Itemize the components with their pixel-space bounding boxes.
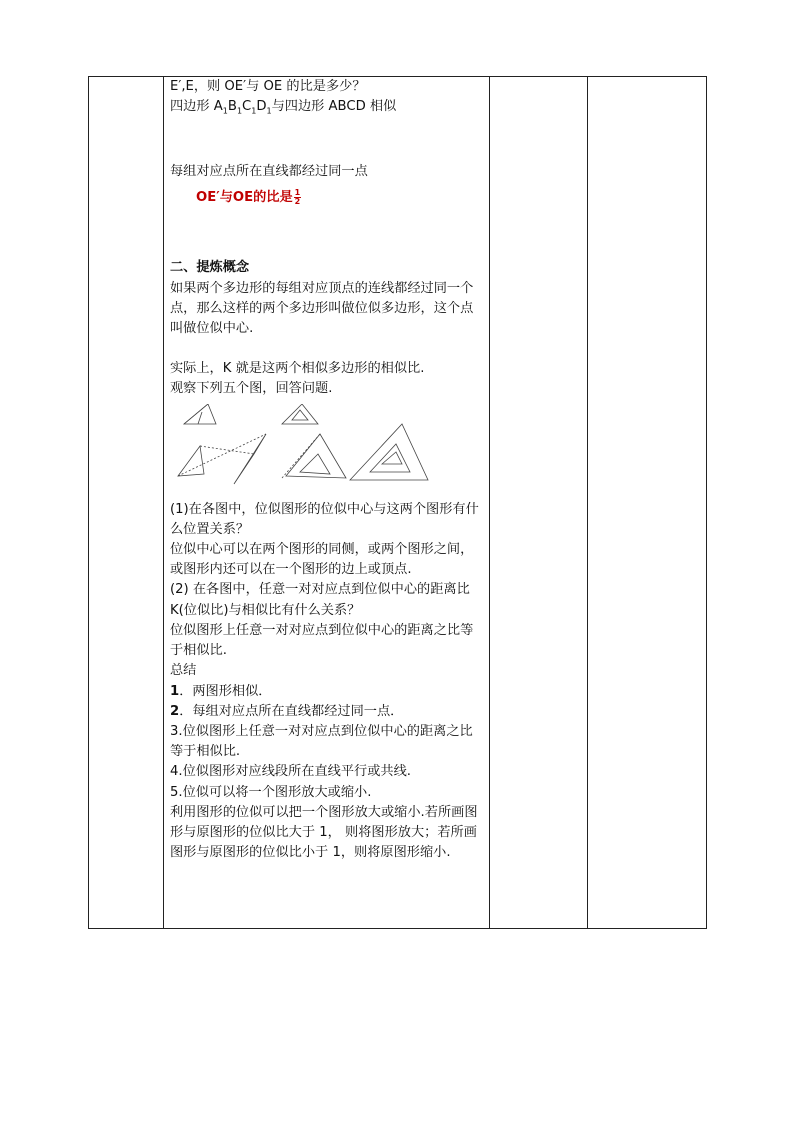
summary-item-4: 4.位似图形对应线段所在直线平行或共线. — [170, 764, 411, 780]
fig2-triangle — [282, 404, 318, 424]
column-divider-3 — [587, 77, 588, 928]
ratio-paragraph: 实际上，K 就是这两个相似多边形的相似比. — [170, 361, 425, 377]
homothety-diagrams — [170, 404, 482, 494]
fig3-triangle — [178, 446, 204, 476]
ratio-answer: OE′与OE的比是 $\frac{1}{2}$ — [196, 187, 301, 206]
lesson-content — [170, 77, 482, 863]
observe-paragraph: 观察下列五个图，回答问题. — [170, 381, 333, 397]
point-statement: 每组对应点所在直线都经过同一点 — [170, 164, 368, 180]
column-divider-1 — [163, 77, 164, 928]
summary-item-5: 5.位似可以将一个图形放大或缩小. — [170, 784, 372, 800]
summary-item-3: 3.位似图形上任意一对对应点到位似中心的距离之比等于相似比. — [170, 723, 473, 760]
five-figures — [170, 404, 482, 494]
summary-item-1: 1．两图形相似． — [170, 683, 272, 699]
definition-paragraph: 如果两个多边形的每组对应顶点的连线都经过同一个点，那么这样的两个多边形叫做位似多边形，这个点叫做位似中心. — [170, 280, 474, 337]
summary-item-2: 2．每组对应点所在直线都经过同一点． — [170, 703, 404, 719]
fig1-triangle — [184, 404, 216, 424]
section-heading: 二、提炼概念 — [170, 260, 250, 276]
answer-2: 位似图形上任意一对对应点到位似中心的距离之比等于相似比. — [170, 622, 474, 659]
question-1: (1)在各图中，位似图形的位似中心与这两个图形有什么位置关系？ — [170, 501, 479, 537]
question-2: (2) 在各图中，任意一对对应点到位似中心的距离比K(位似比)与相似比有什么关系？ — [170, 582, 470, 618]
similarity-statement: 四边形 $A_1B_1C_1D_1$与四边形 ABCD 相似 — [170, 99, 397, 116]
question-line: E′,E，则 OE′与 OE 的比是多少？ — [170, 79, 366, 94]
column-divider-2 — [489, 77, 490, 928]
closing-paragraph: 利用图形的位似可以把一个图形放大或缩小.若所画图形与原图形的位似比大于 1， 则将图形放大；若所画图形与原图形的位似比小于 1，则将原图形缩小. — [170, 804, 478, 861]
answer-1: 位似中心可以在两个图形的同侧，或两个图形之间，或图形内还可以在一个图形的边上或顶点. — [170, 542, 474, 578]
summary-heading: 总结 — [170, 663, 197, 679]
